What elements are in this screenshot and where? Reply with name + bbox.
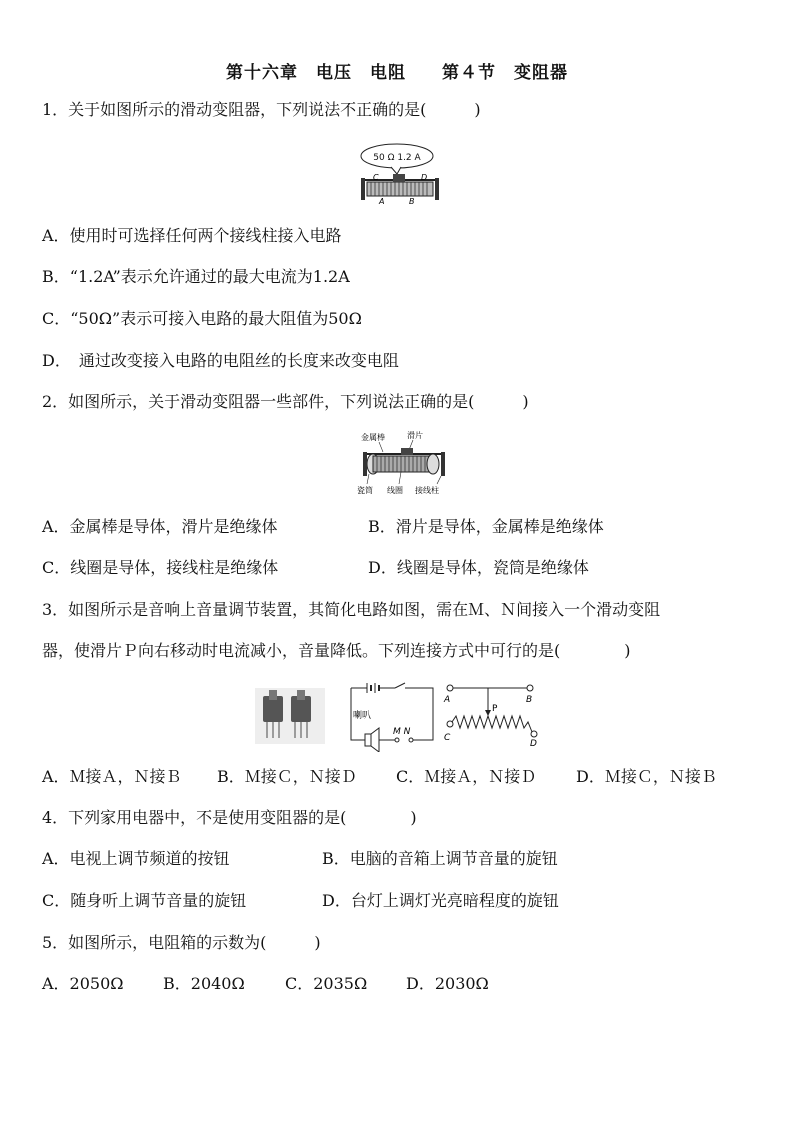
q2-label-coil: 线圈: [387, 486, 403, 495]
q3-label-p: P: [492, 704, 498, 714]
q1-label-a: A: [379, 197, 385, 206]
question-2-option-b: B．滑片是导体，金属棒是绝缘体: [368, 517, 604, 536]
question-3-stem-line-2: 器，使滑片Ｐ向右移动时电流减小，音量降低。下列连接方式中可行的是( ): [42, 641, 631, 660]
question-4-option-c: C．随身听上调节音量的旋钮: [42, 891, 247, 910]
q3-speaker-label: 喇叭: [353, 711, 372, 721]
question-5-option-c: C．2035Ω: [285, 974, 368, 993]
question-3-option-c: C．Ｍ接Ａ，Ｎ接Ｄ: [396, 767, 537, 786]
q3-label-a: A: [444, 695, 451, 705]
q3-rheostat-schematic: [442, 682, 542, 748]
question-2-option-d: D．线圈是导体，瓷筒是绝缘体: [368, 558, 589, 577]
question-4-option-a: A．电视上调节频道的按钮: [42, 849, 230, 868]
question-1-option-a: A．使用时可选择任何两个接线柱接入电路: [42, 226, 342, 245]
question-3-option-a: A．Ｍ接Ａ，Ｎ接Ｂ: [42, 767, 182, 786]
question-3-stem-line-1: 3．如图所示是音响上音量调节装置，其简化电路如图，需在Ｍ、Ｎ间接入一个滑动变阻: [42, 600, 661, 619]
q2-label-slider: 滑片: [407, 431, 423, 440]
question-4-stem: 4．下列家用电器中，不是使用变阻器的是( ): [42, 808, 417, 827]
q3-label-d: D: [530, 739, 537, 748]
q1-nameplate: 50 Ω 1.2 A: [373, 153, 421, 163]
question-2-option-a: A．金属棒是导体，滑片是绝缘体: [42, 517, 278, 536]
q2-label-terminal: 接线柱: [415, 486, 439, 495]
q1-label-b: B: [409, 197, 415, 206]
question-1-option-d: D． 通过改变接入电路的电阻丝的长度来改变电阻: [42, 351, 399, 370]
q2-rheostat-parts-figure: [355, 428, 455, 498]
q3-label-c: C: [444, 733, 451, 743]
q2-label-porcelain-tube: 瓷筒: [357, 486, 373, 495]
question-5-option-a: A．2050Ω: [42, 974, 124, 993]
q2-label-metal-rod: 金属棒: [361, 433, 385, 442]
page-title: 第十六章 电压 电阻 第４节 变阻器: [226, 63, 568, 83]
q1-rheostat-figure: [355, 140, 455, 210]
question-1-stem: 1．关于如图所示的滑动变阻器，下列说法不正确的是( ): [42, 100, 481, 119]
q3-mn-label: M N: [393, 727, 411, 737]
question-5-option-b: B．2040Ω: [163, 974, 245, 993]
q3-speaker-circuit: [345, 682, 440, 752]
question-5-stem: 5．如图所示，电阻箱的示数为( ): [42, 933, 321, 952]
q1-label-d: D: [421, 173, 428, 182]
question-3-option-b: B．Ｍ接Ｃ，Ｎ接Ｄ: [217, 767, 357, 786]
question-3-option-d: D．Ｍ接Ｃ，Ｎ接Ｂ: [576, 767, 717, 786]
question-2-stem: 2．如图所示，关于滑动变阻器一些部件，下列说法正确的是( ): [42, 392, 529, 411]
question-4-option-b: B．电脑的音箱上调节音量的旋钮: [322, 849, 558, 868]
question-1-option-b: B．“1.2A”表示允许通过的最大电流为1.2A: [42, 267, 350, 286]
question-4-option-d: D．台灯上调灯光亮暗程度的旋钮: [322, 891, 559, 910]
q3-potentiometer-photo: [255, 688, 325, 744]
question-5-option-d: D．2030Ω: [406, 974, 489, 993]
q1-label-c: C: [373, 173, 379, 182]
question-2-option-c: C．线圈是导体，接线柱是绝缘体: [42, 558, 279, 577]
q3-label-b: B: [526, 695, 533, 705]
question-1-option-c: C．“50Ω”表示可接入电路的最大阻值为50Ω: [42, 309, 362, 328]
